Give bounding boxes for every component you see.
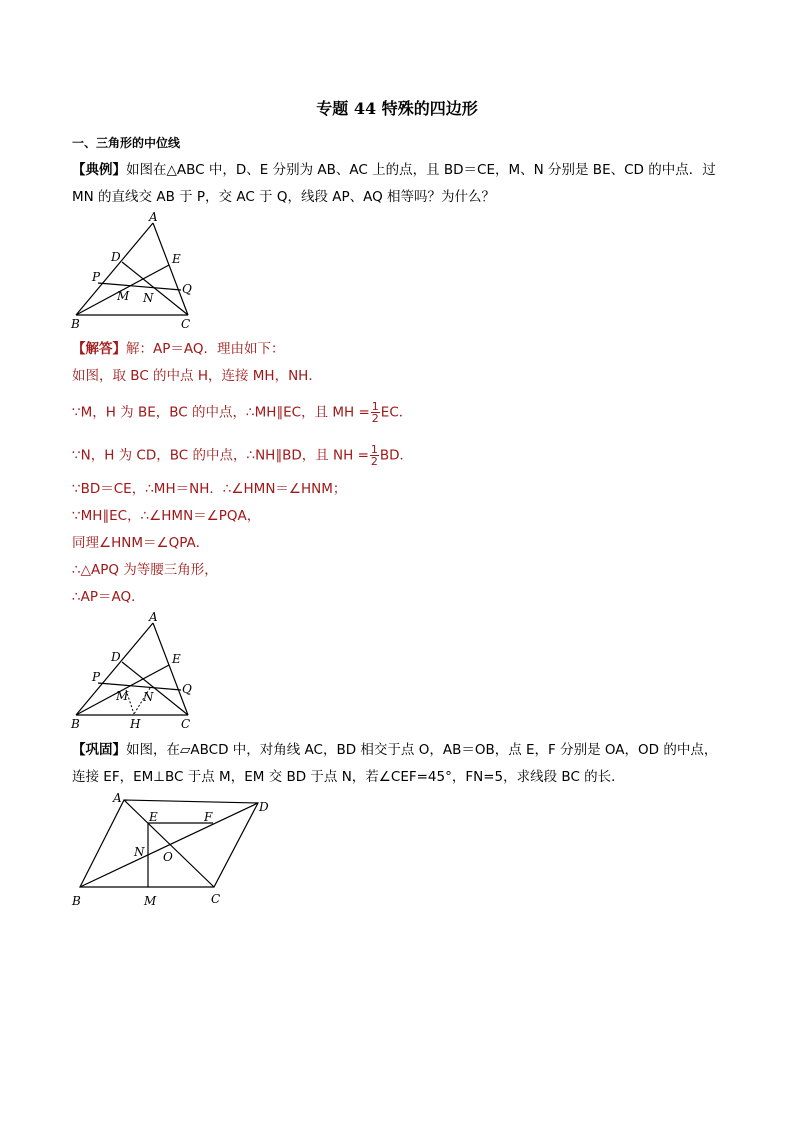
answer-line-4 [72, 444, 413, 467]
exercise-line-1 [72, 741, 717, 759]
fig2-label-h: H [130, 717, 141, 731]
fig2-label-d: D [111, 650, 121, 664]
example-text-1: 如图在△ABC 中，D、E 分别为 AB、AC 上的点，且 BD＝CE，M、N 分别是 BE、CD 的中点．过 [126, 162, 716, 178]
answer-line-1 [72, 340, 285, 358]
fraction-half-1 [371, 401, 380, 424]
fig1-label-d: D [111, 250, 121, 264]
fig1-label-p: P [92, 270, 101, 284]
fig3-label-b: B [72, 894, 81, 908]
answer-text-3b: EC． [380, 404, 413, 421]
example-line-1 [72, 161, 716, 179]
fig1-label-n: N [143, 291, 154, 305]
answer-line-7: 同理∠HNM＝∠QPA． [72, 535, 210, 551]
fraction-numerator: 1 [371, 400, 379, 413]
fig1-label-c: C [181, 317, 191, 331]
fig3-label-n: N [134, 845, 145, 859]
fig2-label-b: B [71, 717, 80, 731]
answer-line-2: 如图，取 BC 的中点 H，连接 MH，NH． [72, 368, 322, 384]
fig3-label-d: D [259, 800, 269, 814]
fig3-label-a: A [113, 791, 122, 805]
fig1-label-q: Q [182, 282, 192, 296]
fig2-label-q: Q [182, 682, 192, 696]
fig3-label-f: F [204, 810, 213, 824]
answer-line-9: ∴AP＝AQ． [72, 589, 145, 605]
figure-triangle-1 [68, 210, 208, 335]
fig1-label-m: M [117, 289, 130, 303]
answer-line-6: ∵MH∥EC，∴∠HMN＝∠PQA， [72, 508, 261, 524]
fig3-label-c: C [211, 892, 221, 906]
answer-line-5: ∵BD＝CE，∴MH＝NH．∴∠HMN＝∠HNM； [72, 481, 347, 497]
fig2-label-e: E [172, 652, 181, 666]
fig3-label-m: M [144, 894, 157, 908]
fraction-numerator: 1 [370, 443, 378, 456]
figure-triangle-2 [68, 610, 208, 735]
fig1-label-b: B [71, 317, 80, 331]
fig1-label-e: E [172, 252, 181, 266]
exercise-tag: 【巩固】 [72, 742, 126, 758]
page-title: 专题 44 特殊的四边形 [316, 99, 478, 118]
answer-text-4a: ∵N，H 为 CD，BC 的中点，∴NH∥BD，且 NH = [72, 447, 369, 464]
exercise-text-1: 如图，在▱ABCD 中，对角线 AC，BD 相交于点 O，AB＝OB，点 E，F 分别是 OA，OD 的中点， [126, 742, 718, 758]
section-heading: 一、三角形的中位线 [72, 136, 181, 150]
answer-text-4b: BD． [379, 447, 414, 464]
fig1-label-a: A [149, 210, 158, 224]
answer-tag: 【解答】 [72, 341, 126, 357]
fraction-denominator: 2 [371, 412, 379, 425]
fig3-label-o: O [163, 850, 173, 864]
answer-text-3a: ∵M，H 为 BE，BC 的中点，∴MH∥EC，且 MH = [72, 404, 370, 421]
answer-text-1: 解：AP＝AQ．理由如下： [126, 341, 285, 357]
fig3-label-e: E [149, 810, 158, 824]
fig2-label-p: P [92, 670, 101, 684]
answer-line-8: ∴△APQ 为等腰三角形， [72, 562, 218, 578]
figure-parallelogram [68, 790, 278, 910]
fraction-denominator: 2 [370, 455, 378, 468]
fig2-label-c: C [181, 717, 191, 731]
fig2-label-n: N [143, 690, 154, 704]
exercise-line-2: 连接 EF，EM⊥BC 于点 M，EM 交 BD 于点 N，若∠CEF=45°，FN=5，求线段 BC 的长． [72, 769, 625, 785]
fig2-label-a: A [149, 610, 158, 624]
answer-line-3 [72, 401, 412, 424]
fig2-label-m: M [116, 689, 129, 703]
example-line-2: MN 的直线交 AB 于 P，交 AC 于 Q，线段 AP、AQ 相等吗？为什么？ [72, 189, 496, 205]
fraction-half-2 [370, 444, 379, 467]
example-tag: 【典例】 [72, 162, 126, 178]
